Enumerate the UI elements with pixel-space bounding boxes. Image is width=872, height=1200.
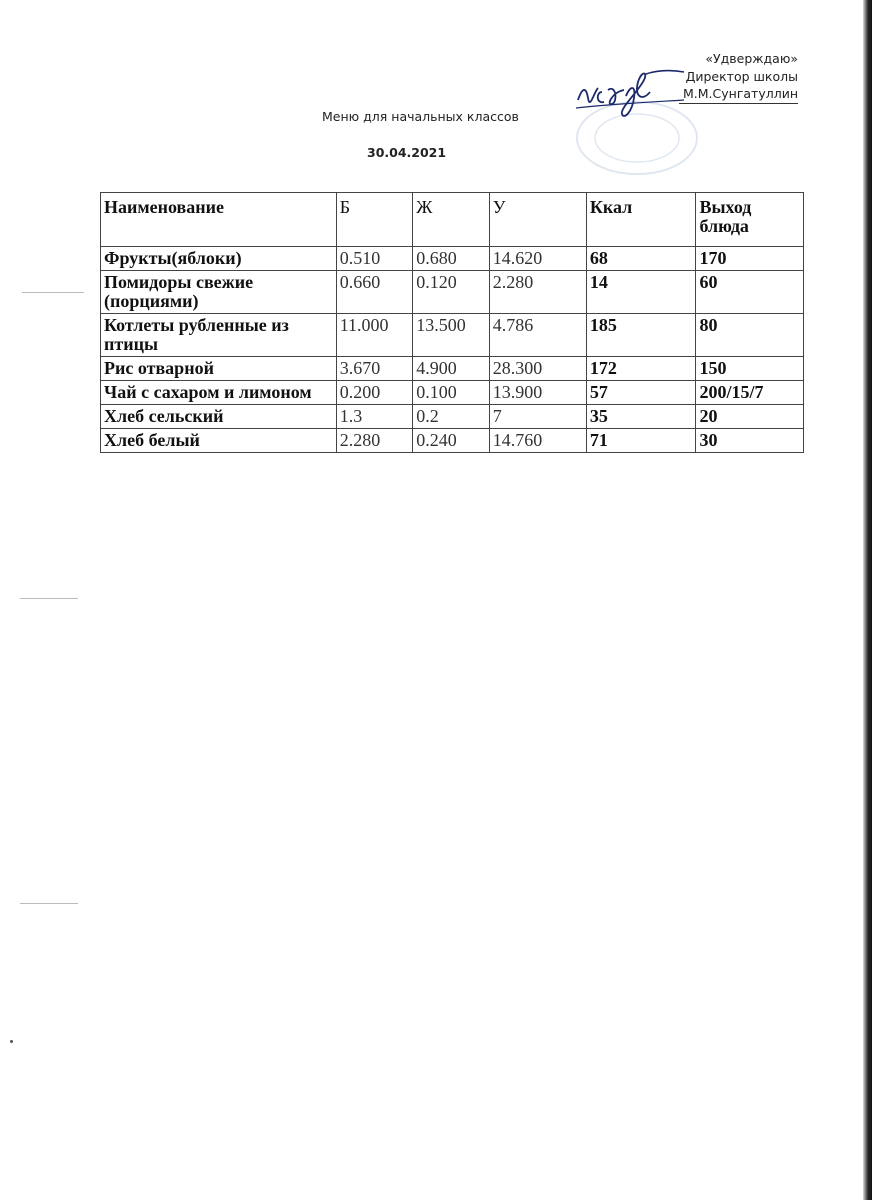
table-row (101, 247, 804, 271)
approval-block (679, 50, 798, 104)
kcal-value: 35 (586, 405, 696, 429)
scan-artifact (22, 292, 84, 293)
proteins-value: 3.670 (336, 357, 413, 381)
approval-name: М.М.Сунгатуллин (679, 85, 798, 104)
table-row (101, 429, 804, 453)
scan-artifact (20, 598, 78, 599)
output-value: 60 (696, 271, 804, 314)
table-row (101, 381, 804, 405)
kcal-value: 71 (586, 429, 696, 453)
dish-name: Чай с сахаром и лимоном (101, 381, 337, 405)
fats-value: 0.120 (413, 271, 490, 314)
fats-value: 0.240 (413, 429, 490, 453)
kcal-value: 14 (586, 271, 696, 314)
page-title: Меню для начальных классов (322, 109, 519, 124)
dish-name: Котлеты рубленные из птицы (101, 314, 337, 357)
kcal-value: 172 (586, 357, 696, 381)
carbs-value: 4.786 (489, 314, 586, 357)
column-header-kcal: Ккал (586, 193, 696, 247)
proteins-value: 11.000 (336, 314, 413, 357)
output-value: 20 (696, 405, 804, 429)
dish-name: Хлеб белый (101, 429, 337, 453)
dish-name: Хлеб сельский (101, 405, 337, 429)
scan-artifact (10, 1040, 13, 1043)
carbs-value: 7 (489, 405, 586, 429)
proteins-value: 0.660 (336, 271, 413, 314)
menu-date: 30.04.2021 (367, 145, 447, 160)
approval-position: Директор школы (685, 68, 798, 84)
scan-artifact (20, 903, 78, 904)
dish-name: Рис отварной (101, 357, 337, 381)
table-row (101, 271, 804, 314)
proteins-value: 1.3 (336, 405, 413, 429)
proteins-value: 0.510 (336, 247, 413, 271)
column-header-fats: Ж (413, 193, 490, 247)
menu-table (100, 192, 804, 453)
scan-edge-shadow (863, 0, 872, 1200)
proteins-value: 2.280 (336, 429, 413, 453)
carbs-value: 14.760 (489, 429, 586, 453)
output-value: 170 (696, 247, 804, 271)
approval-heading: «Удверждаю» (705, 51, 798, 66)
output-value: 30 (696, 429, 804, 453)
column-header-carbs: У (489, 193, 586, 247)
fats-value: 0.680 (413, 247, 490, 271)
kcal-value: 68 (586, 247, 696, 271)
carbs-value: 14.620 (489, 247, 586, 271)
output-value: 80 (696, 314, 804, 357)
proteins-value: 0.200 (336, 381, 413, 405)
carbs-value: 28.300 (489, 357, 586, 381)
fats-value: 0.100 (413, 381, 490, 405)
kcal-value: 57 (586, 381, 696, 405)
fats-value: 0.2 (413, 405, 490, 429)
fats-value: 13.500 (413, 314, 490, 357)
column-header-name: Наименование (101, 193, 337, 247)
dish-name: Фрукты(яблоки) (101, 247, 337, 271)
kcal-value: 185 (586, 314, 696, 357)
signature-icon (572, 62, 692, 132)
output-value: 200/15/7 (696, 381, 804, 405)
carbs-value: 13.900 (489, 381, 586, 405)
table-header-row (101, 193, 804, 247)
table-row (101, 314, 804, 357)
column-header-output: Выход блюда (696, 193, 804, 247)
dish-name: Помидоры свежие (порциями) (101, 271, 337, 314)
table-row (101, 405, 804, 429)
carbs-value: 2.280 (489, 271, 586, 314)
table-row (101, 357, 804, 381)
fats-value: 4.900 (413, 357, 490, 381)
column-header-proteins: Б (336, 193, 413, 247)
output-value: 150 (696, 357, 804, 381)
